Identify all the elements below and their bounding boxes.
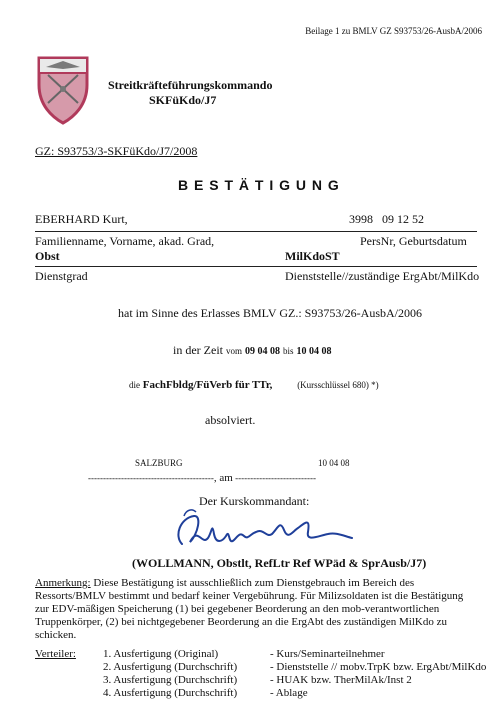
course-prefix: die (129, 380, 140, 390)
place-value: SALZBURG (135, 458, 183, 468)
am-label: , am (213, 472, 233, 484)
rank-value: Obst (35, 249, 60, 263)
rank-label: Dienstgrad (35, 269, 88, 283)
signer-name: (WOLLMANN, Obstlt, RefLtr Ref WPäd & SprAusb/J7) (132, 556, 427, 570)
org-abbrev: SKFüKdo/J7 (149, 93, 217, 107)
period-line (173, 343, 332, 358)
period-prefix: in der Zeit (173, 343, 223, 357)
distribution-copy-3: 3. Ausfertigung (Durchschrift) (103, 674, 238, 686)
decree-line: hat im Sinne des Erlasses BMLV GZ.: S93753/26-AusbA/2006 (118, 306, 423, 320)
distribution-label: Verteiler: (35, 648, 76, 660)
persnr-label: PersNr, Geburtsdatum (360, 234, 467, 248)
divider-1 (35, 231, 477, 232)
handwritten-signature (168, 506, 358, 558)
attachment-reference: Beilage 1 zu BMLV GZ S93753/26-AusbA/2006 (305, 26, 482, 36)
name-label: Familienname, Vorname, akad. Grad, (35, 234, 215, 248)
persnr-value: 3998 09 12 52 (349, 212, 424, 226)
course-key: (Kursschlüssel 680) *) (297, 380, 379, 390)
distribution-copy-1: 1. Ausfertigung (Original) (103, 648, 219, 660)
unit-label: Dienststelle//zuständige ErgAbt/MilKdo (285, 269, 480, 283)
place-date-line (88, 472, 316, 484)
note-paragraph (35, 577, 475, 642)
note-text: Diese Bestätigung ist ausschließlich zum Dienstgebrauch im Bereich des Ressorts/BMLV bestimmt und bedarf keiner Vergebührung. Für Milizsoldaten ist die Bestätigung zur EDV-mäßigen Speicherung (1) bei gegebener Beorderung an den mob-verantwortlichen Truppenkörper, (2) bei nichtgegebener Beorderung an die ErgAbt des zuständigen MilKdo zu schicken. (35, 577, 464, 641)
distribution-to-4: - Ablage (270, 687, 308, 699)
course-line (129, 379, 379, 391)
gz-reference: GZ: S93753/3-SKFüKdo/J7/2008 (35, 144, 198, 158)
document-title: B E S T Ä T I G U N G (178, 177, 340, 193)
unit-value: MilKdoST (285, 249, 340, 263)
course-commander-label: Der Kurskommandant: (199, 494, 310, 508)
date-value: 10 04 08 (318, 458, 350, 468)
org-name: Streitkräfteführungskommando (108, 78, 273, 92)
date-to: 10 04 08 (296, 346, 332, 357)
period-bis: bis (283, 346, 294, 356)
dashes-place: ------------------------------------------ (88, 473, 214, 483)
date-from: 09 04 08 (245, 346, 280, 357)
distribution-to-3: - HUAK bzw. TherMilAk/Inst 2 (270, 674, 412, 686)
emblem-shield-icon (36, 55, 90, 125)
divider-2 (35, 266, 477, 267)
distribution-to-1: - Kurs/Seminarteilnehmer (270, 648, 385, 660)
course-name: FachFbldg/FüVerb für TTr, (142, 379, 273, 391)
period-vom: vom (225, 346, 242, 356)
dashes-date: --------------------------- (235, 473, 317, 483)
distribution-copy-4: 4. Ausfertigung (Durchschrift) (103, 687, 238, 699)
completed-text: absolviert. (205, 413, 256, 427)
name-value: EBERHARD Kurt, (35, 212, 128, 226)
distribution-copy-2: 2. Ausfertigung (Durchschrift) (103, 661, 238, 673)
note-label: Anmerkung: (35, 577, 91, 589)
distribution-to-2: - Dienststelle // mobv.TrpK bzw. ErgAbt/MilKdo (270, 661, 487, 673)
